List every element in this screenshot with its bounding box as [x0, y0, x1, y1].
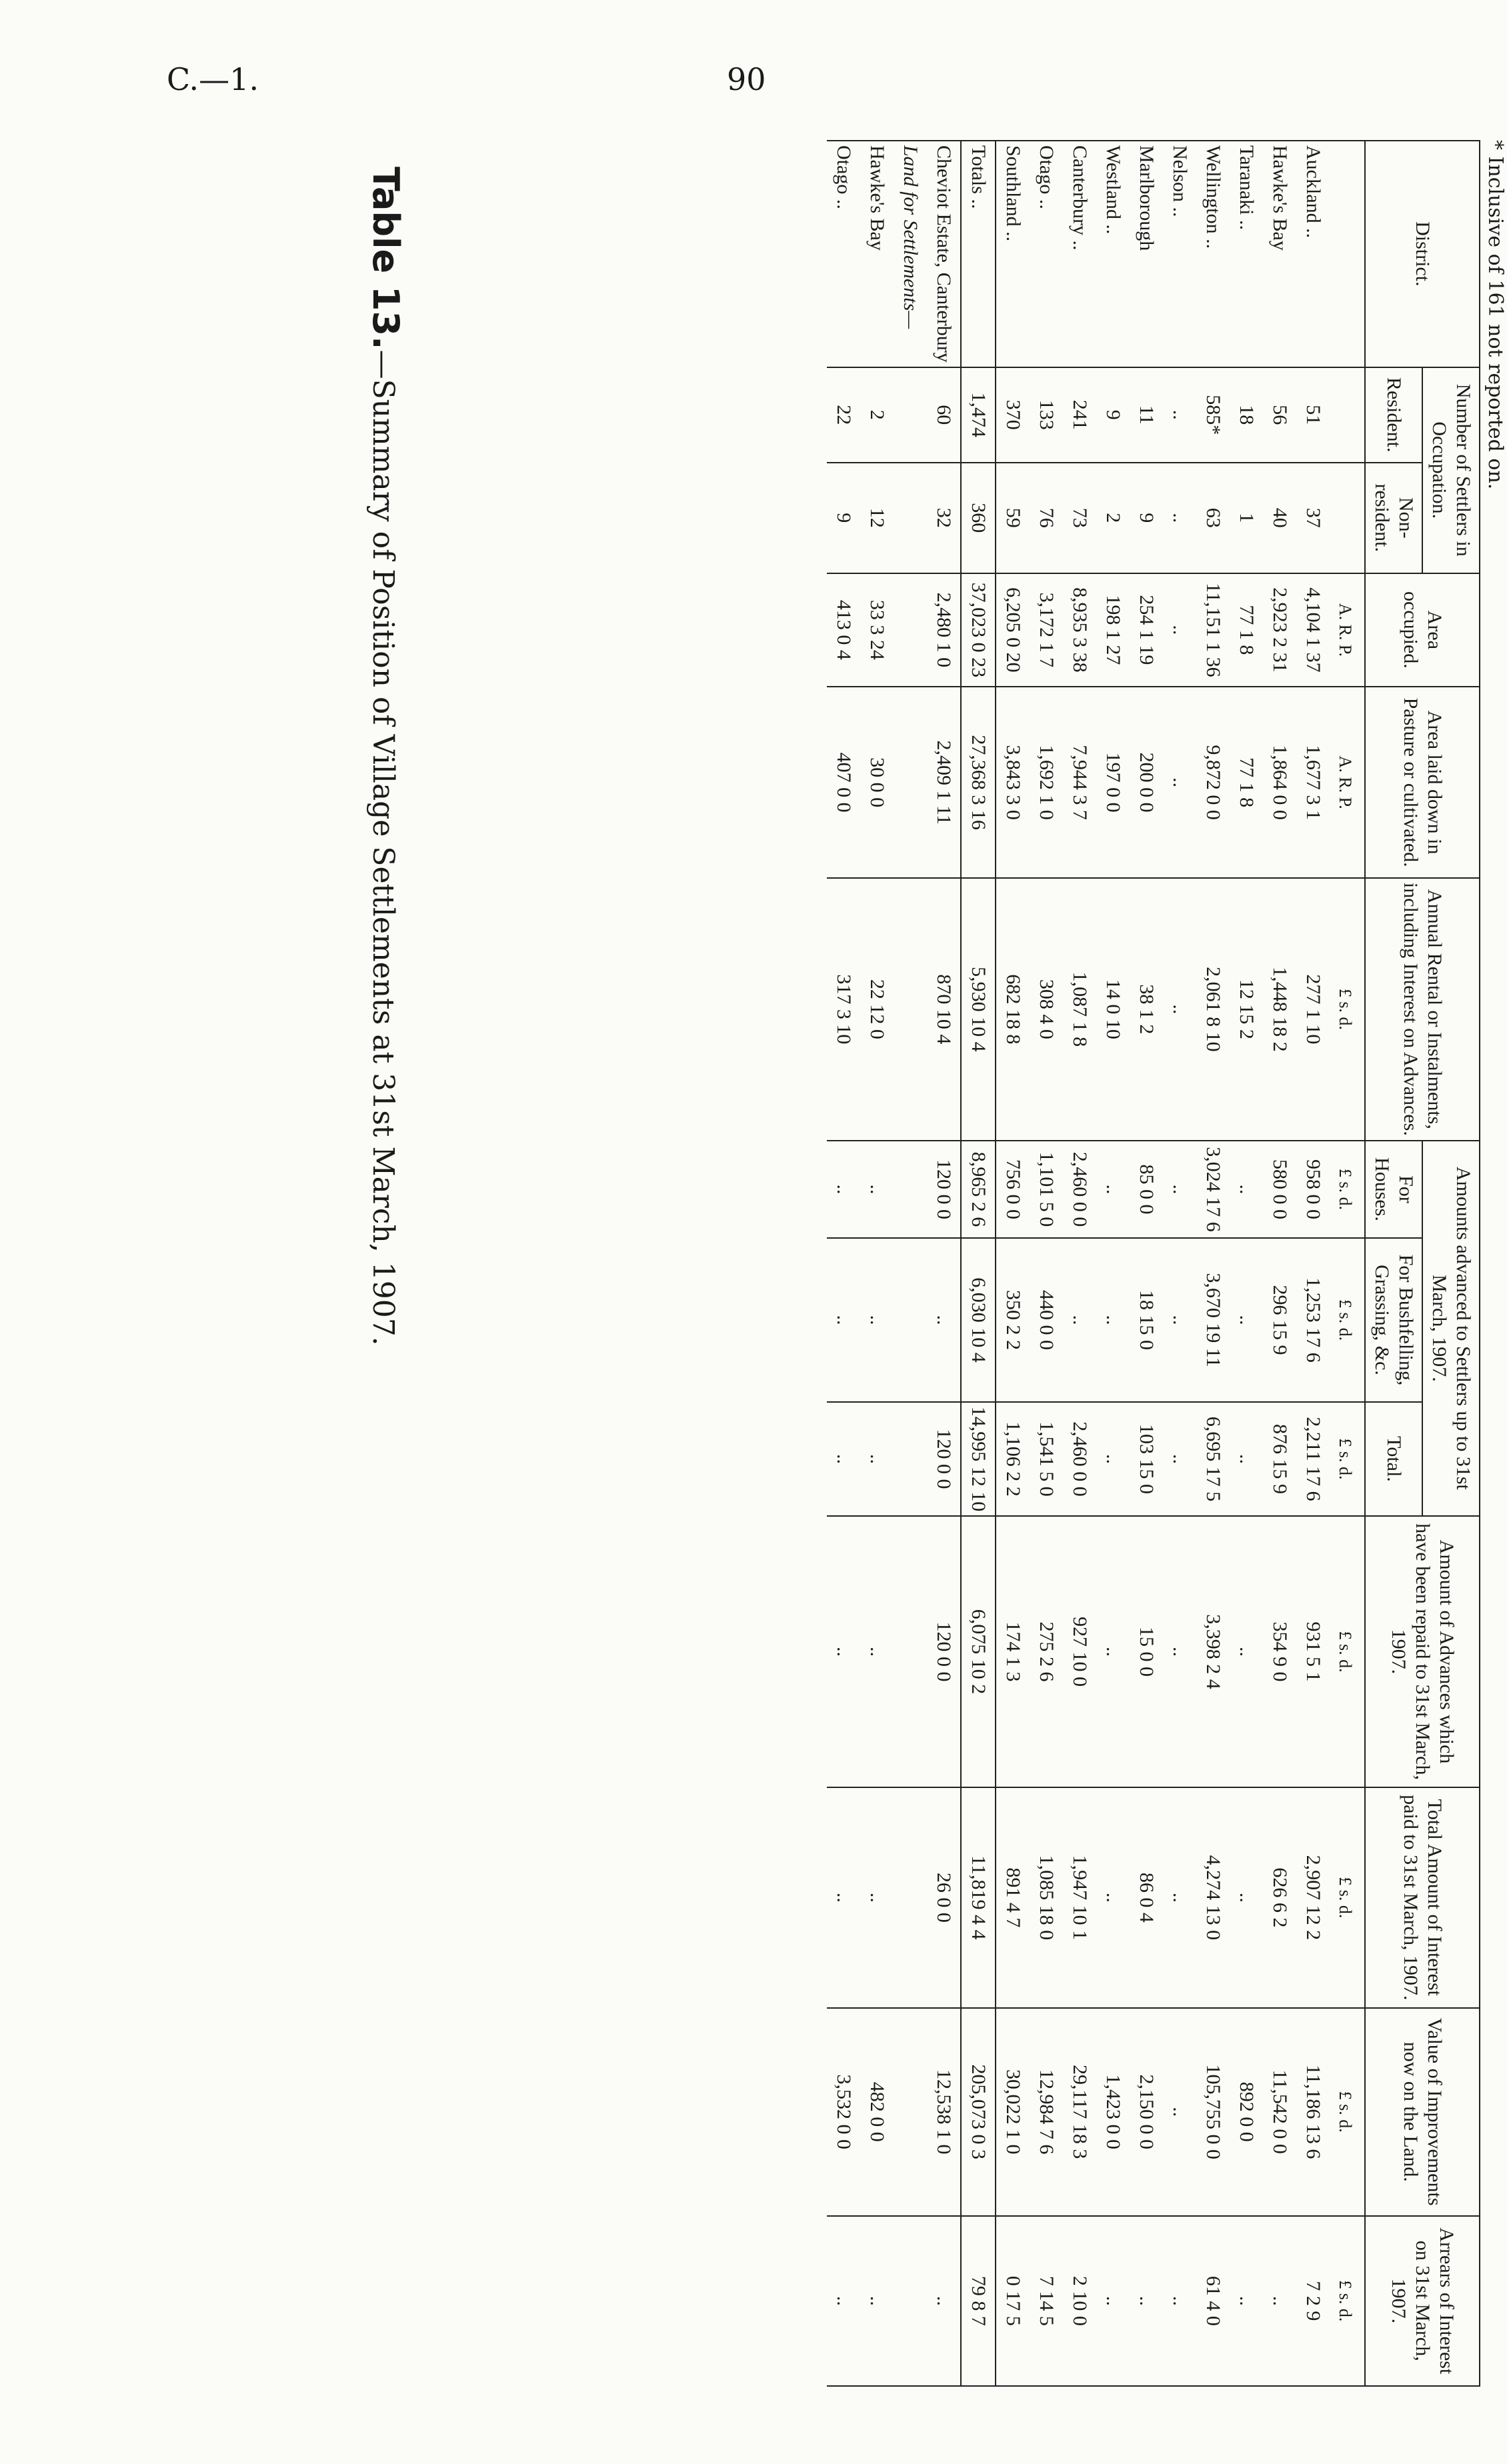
value-cell: 2,923 2 31 — [1263, 573, 1296, 687]
value-cell: 1,864 0 0 — [1263, 687, 1296, 878]
district-cell: Hawke's Bay — [860, 141, 894, 367]
value-cell: 9 — [1130, 463, 1163, 573]
value-cell: 413 0 4 — [827, 573, 860, 687]
district-cell: Westland .. — [1096, 141, 1130, 367]
value-cell: .. — [860, 1141, 894, 1239]
value-cell: 197 0 0 — [1096, 687, 1130, 878]
value-cell: 63 — [1196, 463, 1230, 573]
value-cell: 1,947 10 1 — [1063, 1787, 1096, 2008]
value-cell: 275 2 6 — [1030, 1516, 1063, 1787]
table-number: Table 13. — [365, 167, 407, 350]
value-cell: £ s. d. — [1330, 2216, 1365, 2386]
value-cell: 29,117 18 3 — [1063, 2008, 1096, 2216]
col-non-resident: Non-resident. — [1365, 463, 1422, 573]
value-cell: 11,819 4 4 — [961, 1787, 996, 2008]
value-cell: .. — [827, 1238, 860, 1401]
value-cell: 585* — [1196, 367, 1230, 463]
value-cell: .. — [827, 1787, 860, 2008]
value-cell: 1,541 5 0 — [1030, 1402, 1063, 1517]
value-cell: .. — [1163, 687, 1196, 878]
value-cell: £ s. d. — [1330, 1516, 1365, 1787]
value-cell: 876 15 9 — [1263, 1402, 1296, 1517]
district-cell: Canterbury .. — [1063, 141, 1096, 367]
empty-cell — [894, 573, 927, 687]
table-row — [1163, 141, 1196, 2386]
value-cell: 11,542 0 0 — [1263, 2008, 1296, 2216]
value-cell: 205,073 0 3 — [961, 2008, 996, 2216]
value-cell: .. — [860, 2216, 894, 2386]
value-cell: 1,448 18 2 — [1263, 878, 1296, 1140]
value-cell: 38 1 2 — [1130, 878, 1163, 1140]
value-cell: 1 — [1230, 463, 1263, 573]
value-cell: .. — [1263, 2216, 1296, 2386]
col-settlers: Number of Settlers in Occupation. — [1422, 367, 1480, 573]
value-cell: 1,677 3 1 — [1296, 687, 1330, 878]
value-cell: £ s. d. — [1330, 1787, 1365, 2008]
value-cell: 30,022 1 0 — [996, 2008, 1030, 2216]
value-cell: .. — [1096, 2216, 1130, 2386]
col-area-pasture: Area laid down in Pasture or cultivated. — [1365, 687, 1480, 878]
value-cell: 9 — [1096, 367, 1130, 463]
district-cell: Cheviot Estate, Canterbury — [927, 141, 961, 367]
cheviot-row — [927, 141, 961, 2386]
value-cell: 18 — [1230, 367, 1263, 463]
table-row — [996, 141, 1030, 2386]
value-cell: £ s. d. — [1330, 1402, 1365, 1517]
settlements-table — [827, 140, 1480, 2387]
value-cell: 0 17 5 — [996, 2216, 1030, 2386]
col-amounts-advanced: Amounts advanced to Settlers up to 31st March, 1907. — [1422, 1141, 1480, 1517]
value-cell: 277 1 10 — [1296, 878, 1330, 1140]
col-for-bushfelling: For Bushfelling, Grassing, &c. — [1365, 1238, 1422, 1401]
totals-row — [961, 141, 996, 2386]
col-repaid: Amount of Advances which have been repaid to 31st March, 1907. — [1365, 1516, 1480, 1787]
value-cell: .. — [1096, 1141, 1130, 1239]
value-cell: 626 6 2 — [1263, 1787, 1296, 2008]
col-resident: Resident. — [1365, 367, 1422, 463]
value-cell: 37 — [1296, 463, 1330, 573]
table-body — [827, 141, 1365, 2386]
empty-cell — [894, 367, 927, 463]
district-cell: Otago .. — [827, 141, 860, 367]
value-cell: 1,087 1 8 — [1063, 878, 1096, 1140]
value-cell: 2,409 1 11 — [927, 687, 961, 878]
value-cell — [1330, 463, 1365, 573]
value-cell: 12 15 2 — [1230, 878, 1263, 1140]
value-cell: 3,670 19 11 — [1196, 1238, 1230, 1401]
value-cell: .. — [827, 1402, 860, 1517]
empty-cell — [894, 1516, 927, 1787]
value-cell: 51 — [1296, 367, 1330, 463]
value-cell: .. — [1163, 1141, 1196, 1239]
empty-cell — [894, 1238, 927, 1401]
value-cell: 8,965 2 6 — [961, 1141, 996, 1239]
table-row — [1063, 141, 1096, 2386]
value-cell: 103 15 0 — [1130, 1402, 1163, 1517]
value-cell: £ s. d. — [1330, 878, 1365, 1140]
value-cell: 7 2 9 — [1296, 2216, 1330, 2386]
value-cell: 59 — [996, 463, 1030, 573]
value-cell: .. — [1230, 1402, 1263, 1517]
value-cell: 56 — [1263, 367, 1296, 463]
value-cell: 14,995 12 10 — [961, 1402, 996, 1517]
value-cell: 682 18 8 — [996, 878, 1030, 1140]
page-reference: C.—1. — [167, 61, 259, 97]
value-cell: 440 0 0 — [1030, 1238, 1063, 1401]
value-cell: .. — [1063, 1238, 1096, 1401]
value-cell: .. — [1230, 1787, 1263, 2008]
district-cell — [1330, 141, 1365, 367]
table-row — [1296, 141, 1330, 2386]
empty-cell — [894, 2216, 927, 2386]
value-cell: .. — [1230, 1516, 1263, 1787]
value-cell: 26 0 0 — [927, 1787, 961, 2008]
col-rental: Annual Rental or Instalments, including Interest on Advances. — [1365, 878, 1480, 1140]
value-cell: 76 — [1030, 463, 1063, 573]
rotated-table-container — [333, 140, 1507, 2393]
table-row — [1096, 141, 1130, 2386]
district-cell: Taranaki .. — [1230, 141, 1263, 367]
value-cell — [1330, 367, 1365, 463]
value-cell: A. R. P. — [1330, 687, 1365, 878]
empty-cell — [894, 687, 927, 878]
value-cell: 3,843 3 0 — [996, 687, 1030, 878]
district-cell: Auckland .. — [1296, 141, 1330, 367]
value-cell: .. — [1163, 367, 1196, 463]
value-cell: .. — [927, 2216, 961, 2386]
value-cell: 120 0 0 — [927, 1516, 961, 1787]
value-cell: 105,755 0 0 — [1196, 2008, 1230, 2216]
value-cell: 18 15 0 — [1130, 1238, 1163, 1401]
value-cell: 22 12 0 — [860, 878, 894, 1140]
value-cell: 9,872 0 0 — [1196, 687, 1230, 878]
table-title-text: —Summary of Position of Village Settlements at 31st March, 1907. — [366, 349, 400, 1346]
value-cell: 958 0 0 — [1296, 1141, 1330, 1239]
table-title — [365, 167, 407, 2367]
value-cell: 2,460 0 0 — [1063, 1141, 1096, 1239]
table-row — [1130, 141, 1163, 2386]
value-cell: 1,085 18 0 — [1030, 1787, 1063, 2008]
col-total: Total. — [1365, 1402, 1422, 1517]
district-cell: Totals .. — [961, 141, 996, 367]
value-cell: 350 2 2 — [996, 1238, 1030, 1401]
value-cell: 22 — [827, 367, 860, 463]
value-cell: 12,984 7 6 — [1030, 2008, 1063, 2216]
value-cell: 85 0 0 — [1130, 1141, 1163, 1239]
footnote: * Inclusive of 161 not reported on. — [1484, 140, 1507, 490]
district-cell: Southland .. — [996, 141, 1030, 367]
table-row — [1030, 141, 1063, 2386]
value-cell: .. — [860, 1402, 894, 1517]
empty-cell — [894, 1141, 927, 1239]
land-heading: Land for Settlements— — [894, 141, 927, 367]
value-cell: 2 — [860, 367, 894, 463]
empty-cell — [894, 1787, 927, 2008]
value-cell: 11,186 13 6 — [1296, 2008, 1330, 2216]
value-cell: 77 1 8 — [1230, 687, 1263, 878]
value-cell: .. — [1096, 1516, 1130, 1787]
empty-cell — [894, 463, 927, 573]
value-cell: 370 — [996, 367, 1030, 463]
value-cell: 174 1 3 — [996, 1516, 1030, 1787]
value-cell: 15 0 0 — [1130, 1516, 1163, 1787]
value-cell: 86 0 4 — [1130, 1787, 1163, 2008]
value-cell: 6,205 0 20 — [996, 573, 1030, 687]
value-cell: 2,460 0 0 — [1063, 1402, 1096, 1517]
value-cell: 4,104 1 37 — [1296, 573, 1330, 687]
value-cell: 37,023 0 23 — [961, 573, 996, 687]
col-for-houses: For Houses. — [1365, 1141, 1422, 1239]
value-cell: 60 — [927, 367, 961, 463]
value-cell: .. — [1163, 1402, 1196, 1517]
value-cell: 308 4 0 — [1030, 878, 1063, 1140]
col-area-occupied: Area occupied. — [1365, 573, 1480, 687]
value-cell: .. — [1163, 2008, 1196, 2216]
land-row — [860, 141, 894, 2386]
value-cell: 73 — [1063, 463, 1096, 573]
value-cell: 120 0 0 — [927, 1402, 961, 1517]
value-cell: .. — [1163, 1787, 1196, 2008]
district-cell: Marlborough — [1130, 141, 1163, 367]
value-cell: 296 15 9 — [1263, 1238, 1296, 1401]
col-arrears: Arrears of Interest on 31st March, 1907. — [1365, 2216, 1480, 2386]
value-cell: 8,935 3 38 — [1063, 573, 1096, 687]
value-cell: .. — [1163, 1238, 1196, 1401]
value-cell: 756 0 0 — [996, 1141, 1030, 1239]
value-cell: 14 0 10 — [1096, 878, 1130, 1140]
value-cell: 12,538 1 0 — [927, 2008, 961, 2216]
value-cell: 407 0 0 — [827, 687, 860, 878]
value-cell: 891 4 7 — [996, 1787, 1030, 2008]
value-cell: 1,101 5 0 — [1030, 1141, 1063, 1239]
value-cell: 1,692 1 0 — [1030, 687, 1063, 878]
value-cell: 32 — [927, 463, 961, 573]
value-cell: 927 10 0 — [1063, 1516, 1096, 1787]
value-cell: 6,030 10 4 — [961, 1238, 996, 1401]
value-cell: 7,944 3 7 — [1063, 687, 1096, 878]
value-cell: 61 4 0 — [1196, 2216, 1230, 2386]
value-cell: 317 3 10 — [827, 878, 860, 1140]
value-cell: 2 — [1096, 463, 1130, 573]
value-cell: £ s. d. — [1330, 2008, 1365, 2216]
value-cell: 79 8 7 — [961, 2216, 996, 2386]
col-district: District. — [1365, 141, 1480, 367]
value-cell: .. — [1163, 1516, 1196, 1787]
value-cell: A. R. P. — [1330, 573, 1365, 687]
value-cell: 3,024 17 6 — [1196, 1141, 1230, 1239]
empty-cell — [894, 878, 927, 1140]
value-cell: 133 — [1030, 367, 1063, 463]
value-cell: 2,480 1 0 — [927, 573, 961, 687]
value-cell: 360 — [961, 463, 996, 573]
value-cell: .. — [860, 1787, 894, 2008]
value-cell: .. — [1163, 878, 1196, 1140]
value-cell: 870 10 4 — [927, 878, 961, 1140]
value-cell: .. — [827, 1516, 860, 1787]
value-cell: 2,211 17 6 — [1296, 1402, 1330, 1517]
value-cell: 40 — [1263, 463, 1296, 573]
value-cell: 2,150 0 0 — [1130, 2008, 1163, 2216]
value-cell: .. — [1230, 1141, 1263, 1239]
empty-cell — [894, 2008, 927, 2216]
district-cell: Hawke's Bay — [1263, 141, 1296, 367]
value-cell: £ s. d. — [1330, 1238, 1365, 1401]
value-cell: 1,106 2 2 — [996, 1402, 1030, 1517]
value-cell: 3,172 1 7 — [1030, 573, 1063, 687]
table-row — [1230, 141, 1263, 2386]
value-cell: 254 1 19 — [1130, 573, 1163, 687]
value-cell: 3,532 0 0 — [827, 2008, 860, 2216]
value-cell: 1,474 — [961, 367, 996, 463]
value-cell: 892 0 0 — [1230, 2008, 1263, 2216]
value-cell: .. — [1163, 2216, 1196, 2386]
value-cell: 482 0 0 — [860, 2008, 894, 2216]
value-cell: .. — [1163, 573, 1196, 687]
value-cell: 354 9 0 — [1263, 1516, 1296, 1787]
district-cell: Wellington .. — [1196, 141, 1230, 367]
value-cell: 5,930 10 4 — [961, 878, 996, 1140]
value-cell: 198 1 27 — [1096, 573, 1130, 687]
value-cell: 2 10 0 — [1063, 2216, 1096, 2386]
value-cell: .. — [1130, 2216, 1163, 2386]
value-cell: 241 — [1063, 367, 1096, 463]
land-row — [827, 141, 860, 2386]
value-cell: .. — [827, 2216, 860, 2386]
value-cell: 3,398 2 4 — [1196, 1516, 1230, 1787]
value-cell: 4,274 13 0 — [1196, 1787, 1230, 2008]
district-cell: Otago .. — [1030, 141, 1063, 367]
value-cell: .. — [1230, 2216, 1263, 2386]
value-cell: .. — [860, 1238, 894, 1401]
value-cell: 580 0 0 — [1263, 1141, 1296, 1239]
value-cell: 6,695 17 5 — [1196, 1402, 1230, 1517]
value-cell: 200 0 0 — [1130, 687, 1163, 878]
table-row — [1196, 141, 1230, 2386]
value-cell: 12 — [860, 463, 894, 573]
value-cell: 33 3 24 — [860, 573, 894, 687]
value-cell: 1,253 17 6 — [1296, 1238, 1330, 1401]
value-cell: 27,368 3 16 — [961, 687, 996, 878]
value-cell: 6,075 10 2 — [961, 1516, 996, 1787]
col-improvements: Value of Improvements now on the Land. — [1365, 2008, 1480, 2216]
value-cell: 1,423 0 0 — [1096, 2008, 1130, 2216]
value-cell: .. — [1230, 1238, 1263, 1401]
units-row — [1330, 141, 1365, 2386]
value-cell: .. — [1163, 463, 1196, 573]
district-cell: Nelson .. — [1163, 141, 1196, 367]
value-cell: 7 14 5 — [1030, 2216, 1063, 2386]
value-cell: 30 0 0 — [860, 687, 894, 878]
value-cell: 2,061 8 10 — [1196, 878, 1230, 1140]
value-cell: .. — [860, 1516, 894, 1787]
value-cell: 11,151 1 36 — [1196, 573, 1230, 687]
empty-cell — [894, 1402, 927, 1517]
value-cell: 9 — [827, 463, 860, 573]
value-cell: .. — [927, 1238, 961, 1401]
value-cell: .. — [827, 1141, 860, 1239]
value-cell: 77 1 8 — [1230, 573, 1263, 687]
value-cell: .. — [1096, 1402, 1130, 1517]
value-cell: 120 0 0 — [927, 1141, 961, 1239]
value-cell: £ s. d. — [1330, 1141, 1365, 1239]
land-heading-row — [894, 141, 927, 2386]
value-cell: 2,907 12 2 — [1296, 1787, 1330, 2008]
value-cell: .. — [1096, 1787, 1130, 2008]
table-row — [1263, 141, 1296, 2386]
page-number: 90 — [727, 61, 766, 97]
value-cell: 11 — [1130, 367, 1163, 463]
value-cell: 931 5 1 — [1296, 1516, 1330, 1787]
value-cell: .. — [1096, 1238, 1130, 1401]
col-interest-paid: Total Amount of Interest paid to 31st March, 1907. — [1365, 1787, 1480, 2008]
